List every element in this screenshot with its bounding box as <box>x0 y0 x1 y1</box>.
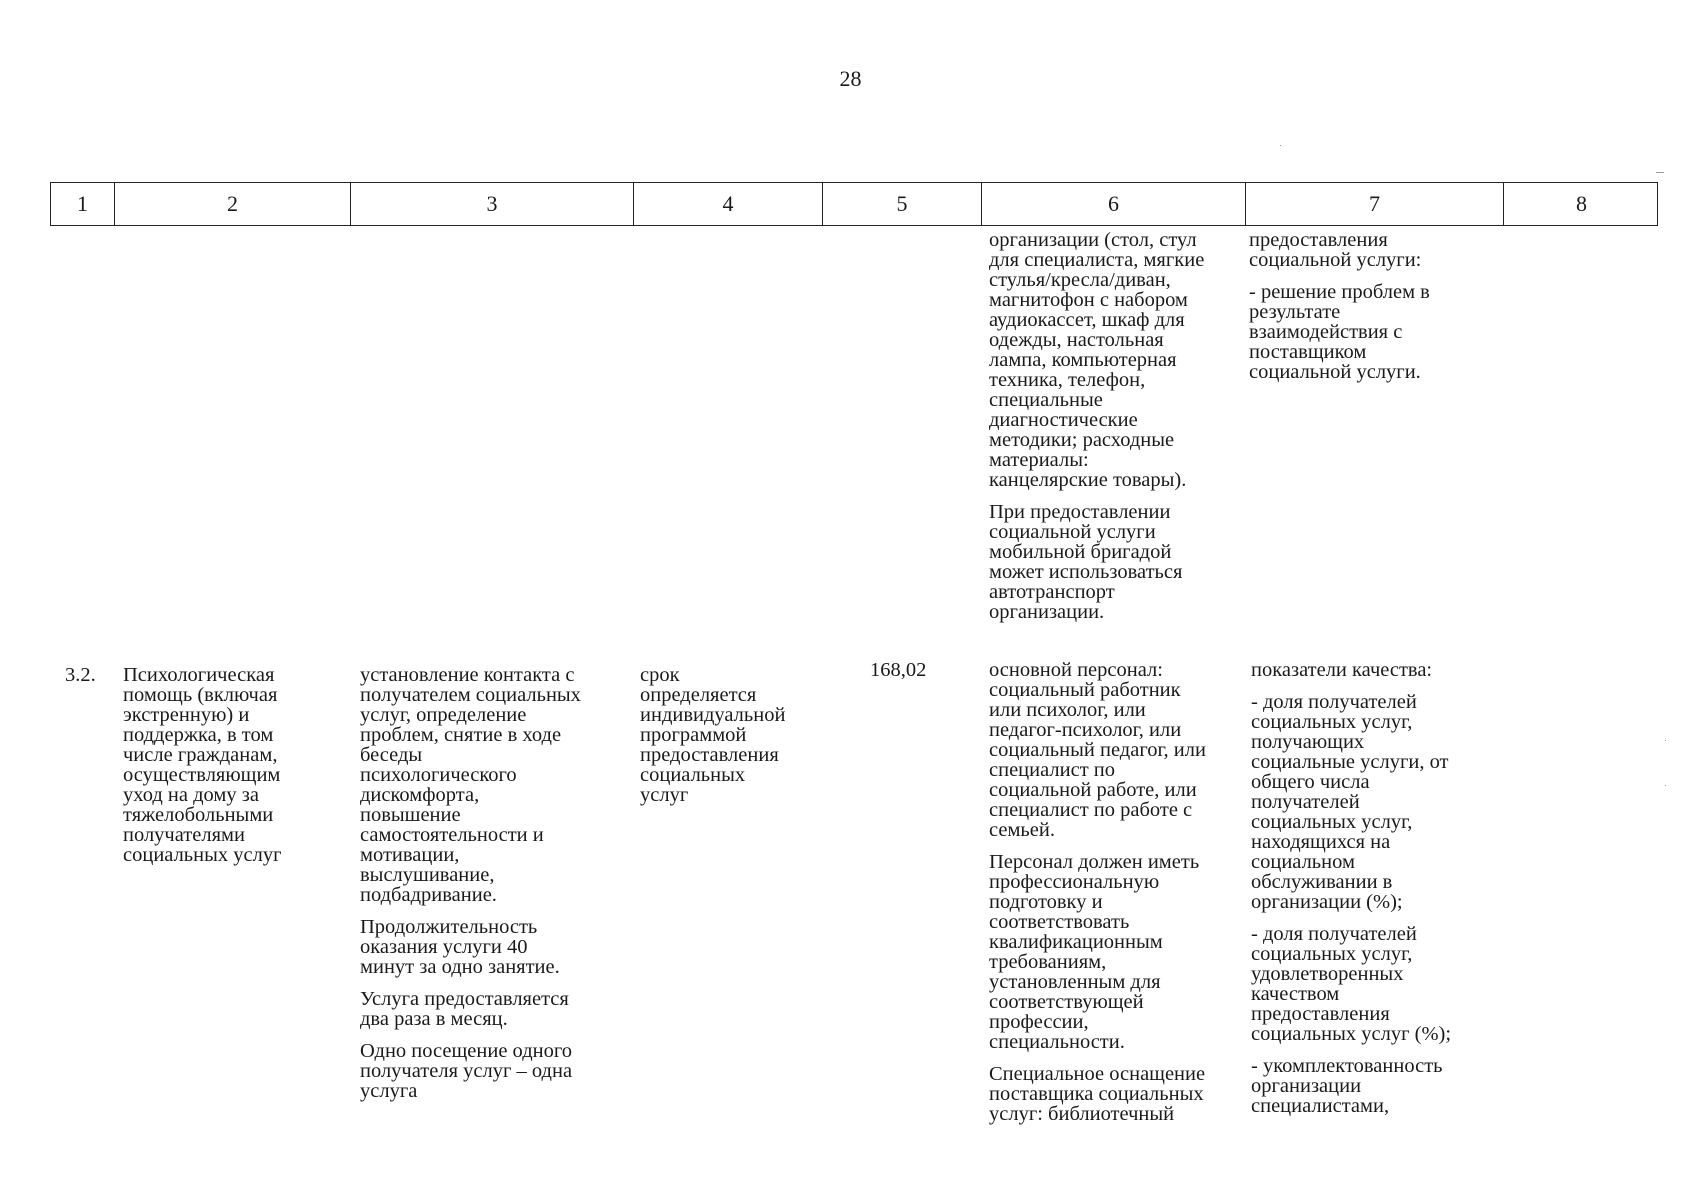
service-term: срок определяется индивидуальной программой предоставления социальных услуг <box>640 664 786 806</box>
header-col-7: 7 <box>1245 183 1503 225</box>
paragraph: предоставления социальной услуги: <box>1249 229 1422 271</box>
paragraph: Специальное оснащение поставщика социальных услуг: библиотечный <box>989 1063 1206 1125</box>
header-col-8: 8 <box>1503 183 1659 225</box>
paragraph: - решение проблем в результате взаимодействия с поставщиком социальной услуги. <box>1249 281 1430 383</box>
scan-mark <box>1665 740 1666 741</box>
paragraph: Одно посещение одного получателя услуг – одна услуга <box>360 1040 573 1102</box>
page-number: 28 <box>839 66 862 91</box>
row-number: 3.2. <box>65 664 96 686</box>
scan-mark <box>1656 172 1664 173</box>
service-conditions-cell <box>989 660 1251 1124</box>
paragraph: - укомплектованность организации специалистами, <box>1251 1055 1443 1117</box>
service-name-cell <box>123 665 358 865</box>
header-col-4: 4 <box>633 183 822 225</box>
header-col-1: 1 <box>77 191 88 216</box>
header-col-2: 2 <box>114 183 350 225</box>
header-col-3: 3 <box>350 183 633 225</box>
paragraph: основной персонал: социальный работник или психолог, или педагог-психолог, или социальный педагог, или специалист по социальной работе, или специалист по работе с семьей. <box>989 659 1206 841</box>
service-term-cell <box>640 665 830 805</box>
service-tariff: 168,02 <box>870 659 927 681</box>
header-col-5: 5 <box>822 183 981 225</box>
service-description-cell <box>360 665 640 1101</box>
continued-conditions-cell <box>989 230 1249 622</box>
quality-indicators-cell <box>1251 660 1501 1116</box>
paragraph: При предоставлении социальной услуги мобильной бригадой может использоваться автотранспорт организации. <box>989 501 1183 623</box>
paragraph: Продолжительность оказания услуги 40 минут за одно занятие. <box>360 916 560 978</box>
header-col-6: 6 <box>981 183 1245 225</box>
service-name: Психологическая помощь (включая экстренную) и поддержка, в том числе гражданам, осуществляющим уход на дому за тяжелобольными получателями социальных услуг <box>123 664 282 866</box>
scan-mark <box>1665 785 1666 786</box>
paragraph: показатели качества: <box>1251 659 1433 681</box>
paragraph: организации (стол, стул для специалиста, мягкие стулья/кресла/диван, магнитофон с набором аудиокассет, шкаф для одежды, настольная лампа, компьютерная техника, телефон, специальные диагностические методики; расходные материалы: канцелярские товары). <box>989 229 1205 491</box>
scan-mark <box>1280 145 1281 146</box>
paragraph: - доля получателей социальных услуг, удовлетворенных качеством предоставления социальных услуг (%); <box>1251 923 1452 1045</box>
paragraph: Персонал должен иметь профессиональную подготовку и соответствовать квалификационным требованиям, установленным для соответствующей профессии, специальности. <box>989 851 1200 1053</box>
paragraph: - доля получателей социальных услуг, получающих социальные услуги, от общего числа получателей социальных услуг, находящихся на социальном обслуживании в организации (%); <box>1251 691 1449 913</box>
paragraph: Услуга предоставляется два раза в месяц. <box>360 988 569 1030</box>
continued-quality-cell <box>1249 230 1499 382</box>
table-header-row <box>50 182 1658 226</box>
paragraph: установление контакта с получателем социальных услуг, определение проблем, снятие в ходе беседы психологического дискомфорта, повышение самостоятельности и мотивации, выслушивание, подбадривание. <box>360 664 581 906</box>
